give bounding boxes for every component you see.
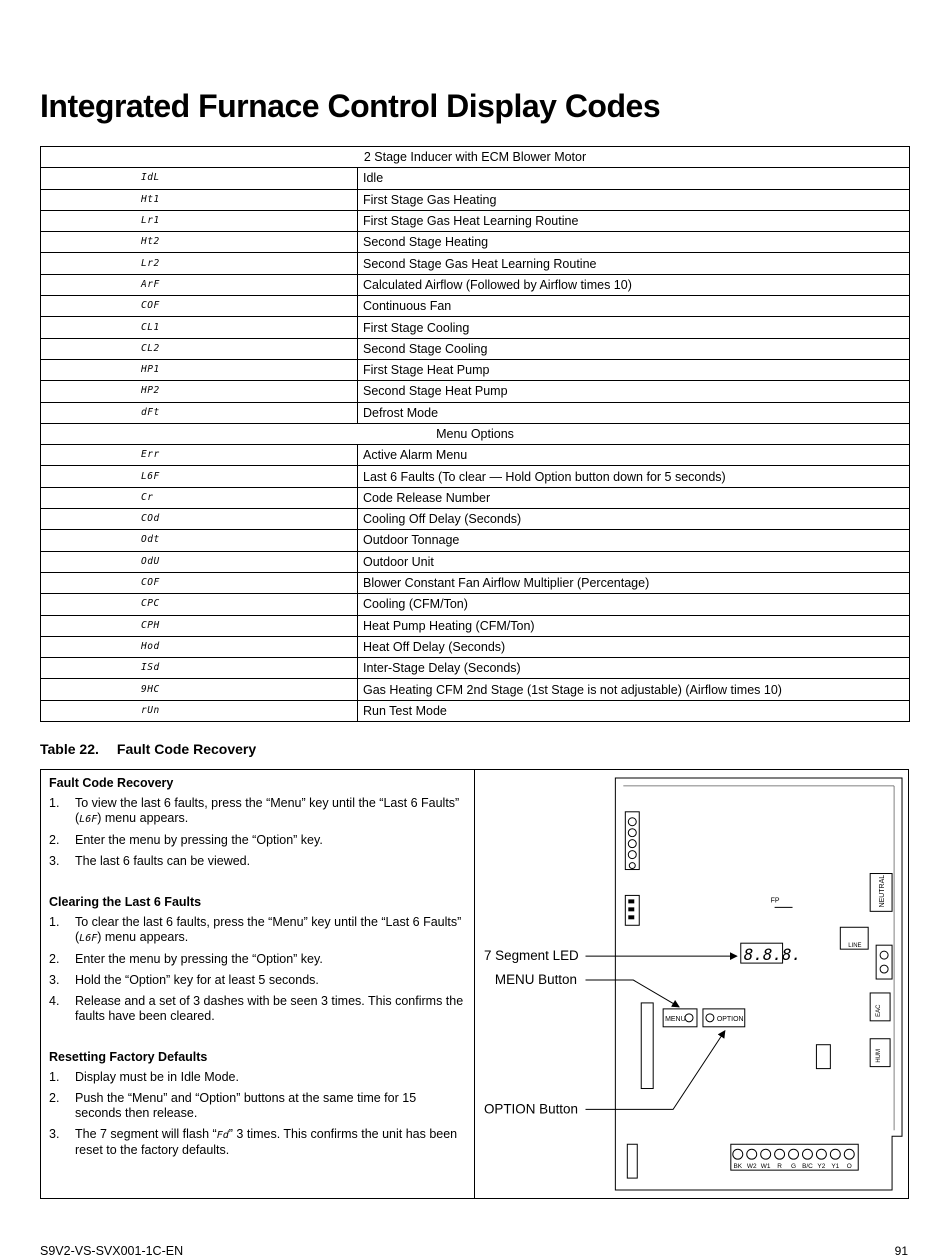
- display-code: Lr2: [41, 253, 358, 274]
- step-text: The 7 segment will flash “: [75, 1127, 217, 1141]
- code-description: Calculated Airflow (Followed by Airflow times 10): [358, 274, 910, 295]
- led-callout-label: 7 Segment LED: [483, 948, 579, 964]
- step-text: Release and a set of 3 dashes with be seen 3 times. This confirms the faults have been cleared.: [75, 994, 464, 1023]
- hum-label: HUM: [876, 1049, 883, 1063]
- step-text: ) menu appears.: [97, 930, 189, 944]
- step-text: Enter the menu by pressing the “Option” key.: [75, 833, 323, 847]
- terminal-label: R: [777, 1163, 782, 1171]
- terminal-screw: [775, 1149, 785, 1159]
- terminal-screw: [830, 1149, 840, 1159]
- code-description: Heat Off Delay (Seconds): [358, 636, 910, 657]
- instruction-step: [49, 915, 466, 946]
- display-code: 9HC: [41, 679, 358, 700]
- code-row: [41, 210, 910, 231]
- step-display-code: Fd: [216, 1130, 229, 1141]
- code-description: Heat Pump Heating (CFM/Ton): [358, 615, 910, 636]
- code-description: Active Alarm Menu: [358, 445, 910, 466]
- step-text: ” 3 times. This confirms the unit has been reset to the factory defaults.: [75, 1127, 458, 1157]
- option-button-diagram: [703, 1009, 745, 1027]
- code-description: Second Stage Cooling: [358, 338, 910, 359]
- code-description: Continuous Fan: [358, 296, 910, 317]
- control-board-diagram: [475, 770, 910, 1198]
- display-code: Ht2: [41, 232, 358, 253]
- code-row: [41, 530, 910, 551]
- page-number: 91: [894, 1244, 908, 1258]
- display-code: rUn: [41, 700, 358, 721]
- step-text: Enter the menu by pressing the “Option” key.: [75, 952, 323, 966]
- code-description: Second Stage Gas Heat Learning Routine: [358, 253, 910, 274]
- display-codes-body: [41, 147, 910, 722]
- code-description: Run Test Mode: [358, 700, 910, 721]
- display-code: CPC: [41, 594, 358, 615]
- terminal-label: W1: [760, 1163, 771, 1171]
- terminal-label: G: [791, 1163, 797, 1171]
- code-row: [41, 551, 910, 572]
- step-number: 3.: [49, 1127, 60, 1141]
- instruction-step: [49, 994, 466, 1024]
- step-display-code: L6F: [79, 814, 98, 825]
- step-display-code: L6F: [79, 933, 98, 944]
- option-button-label: OPTION: [716, 1015, 744, 1023]
- terminal-screw: [816, 1149, 826, 1159]
- display-code: IdL: [41, 168, 358, 189]
- step-number: 1.: [49, 915, 60, 929]
- code-description: First Stage Heat Pump: [358, 359, 910, 380]
- section-header: Menu Options: [41, 423, 910, 444]
- code-row: [41, 658, 910, 679]
- code-row: [41, 381, 910, 402]
- step-text: ) menu appears.: [97, 811, 189, 825]
- code-row: [41, 359, 910, 380]
- step-text: Display must be in Idle Mode.: [75, 1070, 239, 1084]
- step-text: The last 6 faults can be viewed.: [75, 854, 251, 868]
- code-description: Outdoor Unit: [358, 551, 910, 572]
- terminal-screw: [733, 1149, 743, 1159]
- code-row: [41, 700, 910, 721]
- menu-button-label: MENU: [665, 1015, 686, 1023]
- step-number: 2.: [49, 952, 60, 966]
- code-description: Outdoor Tonnage: [358, 530, 910, 551]
- step-number: 1.: [49, 1070, 60, 1084]
- instruction-step: [49, 973, 466, 988]
- display-code: Ht1: [41, 189, 358, 210]
- option-callout-label: OPTION Button: [483, 1101, 578, 1117]
- code-row: [41, 274, 910, 295]
- terminal-label: Y2: [817, 1163, 826, 1171]
- fp-label: FP: [770, 897, 780, 905]
- fault-code-recovery-table: [40, 769, 909, 1199]
- display-code: COF: [41, 296, 358, 317]
- code-row: [41, 232, 910, 253]
- instruction-step: [49, 1091, 466, 1121]
- display-code: Cr: [41, 487, 358, 508]
- code-row: [41, 572, 910, 593]
- clearing-heading: Clearing the Last 6 Faults: [49, 895, 202, 909]
- step-number: 3.: [49, 973, 60, 987]
- terminal-screw: [802, 1149, 812, 1159]
- terminal-screw: [844, 1149, 854, 1159]
- code-description: Idle: [358, 168, 910, 189]
- instruction-step: [49, 796, 466, 827]
- step-number: 2.: [49, 833, 60, 847]
- code-row: [41, 168, 910, 189]
- display-code: CPH: [41, 615, 358, 636]
- step-text: To clear the last 6 faults, press the “Menu” key until the “Last 6 Faults” (: [75, 915, 462, 944]
- display-code: HP1: [41, 359, 358, 380]
- step-text: Push the “Menu” and “Option” buttons at the same time for 15 seconds then release.: [75, 1091, 417, 1120]
- code-row: [41, 594, 910, 615]
- terminal-label: Y1: [831, 1163, 840, 1171]
- section-header: 2 Stage Inducer with ECM Blower Motor: [41, 147, 910, 168]
- display-code: dFt: [41, 402, 358, 423]
- code-row: [41, 189, 910, 210]
- code-row: [41, 296, 910, 317]
- code-row: [41, 317, 910, 338]
- instruction-step: [49, 833, 466, 848]
- recovery-heading: Fault Code Recovery: [49, 776, 174, 790]
- line-label: LINE: [848, 943, 862, 950]
- display-code: COF: [41, 572, 358, 593]
- resetting-heading: Resetting Factory Defaults: [49, 1050, 208, 1064]
- display-code: L6F: [41, 466, 358, 487]
- terminal-screw: [747, 1149, 757, 1159]
- code-description: Cooling Off Delay (Seconds): [358, 509, 910, 530]
- terminal-label: W2: [746, 1163, 757, 1171]
- display-code: CL1: [41, 317, 358, 338]
- code-description: Gas Heating CFM 2nd Stage (1st Stage is not adjustable) (Airflow times 10): [358, 679, 910, 700]
- code-row: [41, 679, 910, 700]
- code-row: [41, 487, 910, 508]
- step-number: 3.: [49, 854, 60, 868]
- terminal-label: BK: [733, 1163, 743, 1171]
- code-row: [41, 445, 910, 466]
- display-code: CL2: [41, 338, 358, 359]
- display-code: COd: [41, 509, 358, 530]
- code-description: Inter-Stage Delay (Seconds): [358, 658, 910, 679]
- code-description: Last 6 Faults (To clear — Hold Option button down for 5 seconds): [358, 466, 910, 487]
- step-number: 4.: [49, 994, 60, 1008]
- code-row: [41, 466, 910, 487]
- resetting-steps: [49, 1070, 466, 1158]
- terminal-label: B/C: [802, 1163, 813, 1171]
- neutral-label: NEUTRAL: [879, 874, 887, 908]
- recovery-steps: [49, 796, 466, 869]
- code-row: [41, 509, 910, 530]
- seven-segment-led: [741, 943, 801, 964]
- instruction-step: [49, 952, 466, 967]
- code-row: [41, 636, 910, 657]
- code-row: [41, 615, 910, 636]
- page-title: Integrated Furnace Control Display Codes: [40, 88, 661, 124]
- fault-table-title: Fault Code Recovery: [116, 741, 257, 757]
- display-code: Odt: [41, 530, 358, 551]
- code-description: Defrost Mode: [358, 402, 910, 423]
- code-row: [41, 253, 910, 274]
- display-code: HP2: [41, 381, 358, 402]
- code-row: [41, 402, 910, 423]
- display-code: Hod: [41, 636, 358, 657]
- fault-table-number: Table 22.: [40, 741, 99, 757]
- code-description: First Stage Gas Heating: [358, 189, 910, 210]
- clearing-steps: [49, 915, 466, 1024]
- display-code: ArF: [41, 274, 358, 295]
- step-text: Hold the “Option” key for at least 5 seconds.: [75, 973, 319, 987]
- menu-callout-label: MENU Button: [494, 972, 577, 987]
- instruction-step: [49, 854, 466, 869]
- terminal-screw: [789, 1149, 799, 1159]
- code-description: Code Release Number: [358, 487, 910, 508]
- display-code: ISd: [41, 658, 358, 679]
- step-number: 2.: [49, 1091, 60, 1105]
- terminal-label: O: [846, 1163, 852, 1171]
- display-code: OdU: [41, 551, 358, 572]
- document-id: S9V2-VS-SVX001-1C-EN: [40, 1244, 184, 1258]
- fault-instructions: [41, 770, 475, 1198]
- code-description: Cooling (CFM/Ton): [358, 594, 910, 615]
- step-number: 1.: [49, 796, 60, 810]
- display-codes-table: [40, 146, 910, 722]
- step-text: To view the last 6 faults, press the “Menu” key until the “Last 6 Faults” (: [75, 796, 460, 825]
- code-description: Blower Constant Fan Airflow Multiplier (Percentage): [358, 572, 910, 593]
- code-description: Second Stage Heat Pump: [358, 381, 910, 402]
- section-header-row: [41, 147, 910, 168]
- display-code: Lr1: [41, 210, 358, 231]
- connector-j32: [625, 812, 639, 870]
- section-header-row: [41, 423, 910, 444]
- eac-label: EAC: [876, 1004, 883, 1017]
- code-description: Second Stage Heating: [358, 232, 910, 253]
- instruction-step: [49, 1127, 466, 1158]
- display-code: Err: [41, 445, 358, 466]
- fault-table-caption: [40, 741, 256, 757]
- code-row: [41, 338, 910, 359]
- code-description: First Stage Cooling: [358, 317, 910, 338]
- menu-button-diagram: [663, 1009, 697, 1027]
- instruction-step: [49, 1070, 466, 1085]
- code-description: First Stage Gas Heat Learning Routine: [358, 210, 910, 231]
- terminal-screw: [761, 1149, 771, 1159]
- led-digits: 8.8.8.: [743, 945, 802, 965]
